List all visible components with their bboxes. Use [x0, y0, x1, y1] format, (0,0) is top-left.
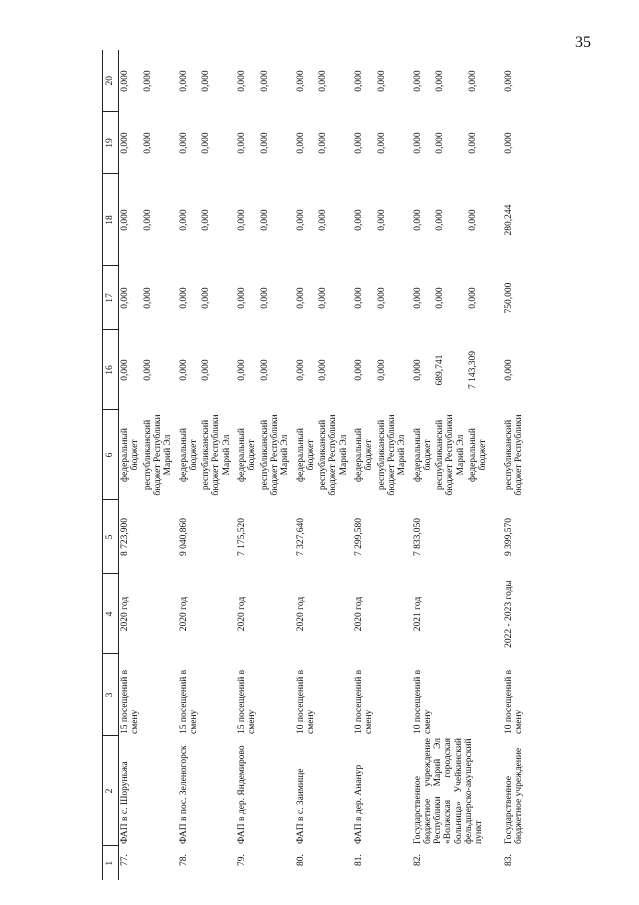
- row-number: 77.: [120, 854, 130, 866]
- funding-value: 0,000: [142, 70, 153, 92]
- facility-name: ФАП в с. Заимище: [295, 768, 306, 844]
- facility-capacity: 10 посещений в смену: [295, 669, 316, 734]
- row-number: 80.: [295, 854, 306, 866]
- implementation-period: 2020 год: [120, 596, 130, 632]
- funding-source: федеральный бюджет: [295, 428, 316, 482]
- funding-table: [102, 50, 525, 880]
- funding-value: 0,000: [178, 287, 189, 309]
- implementation-period: 2020 год: [178, 596, 189, 632]
- funding-value: 0,000: [503, 70, 514, 92]
- funding-value: 0,000: [467, 70, 478, 92]
- funding-source: республиканский бюджет Республики Марий Эл: [259, 414, 290, 496]
- column-header: 16: [103, 330, 119, 410]
- funding-value: 0,000: [376, 209, 387, 231]
- page-number: 35: [575, 34, 591, 51]
- funding-value: 0,000: [295, 70, 306, 92]
- funding-value: 0,000: [178, 359, 189, 381]
- funding-value: 0,000: [259, 287, 270, 309]
- funding-value: 0,000: [237, 132, 247, 154]
- row-number: 79.: [237, 854, 247, 866]
- table-row: [236, 50, 259, 880]
- funding-source: федеральный бюджет: [120, 428, 141, 482]
- funding-value: 0,000: [259, 209, 270, 231]
- funding-value: 0,000: [237, 287, 247, 309]
- column-header-row: [103, 50, 119, 880]
- funding-value: 0,000: [412, 359, 423, 381]
- table-row: [412, 50, 435, 880]
- rotated-table-container: [102, 50, 532, 880]
- facility-name: ФАП в дер. Яндемирово: [237, 745, 247, 844]
- funding-source: республиканский бюджет Республики Марий Эл: [142, 414, 173, 496]
- funding-value: 0,000: [201, 132, 211, 154]
- implementation-period: 2021 год: [412, 596, 423, 632]
- facility-name: Государственное бюджетное учреждение Республики Марий Эл «Волжская городская больница» Учейкинский фельдшерско-акушерский пункт: [412, 738, 484, 844]
- funding-value: 0,000: [376, 132, 387, 154]
- funding-value: 0,000: [412, 70, 423, 92]
- table-row: [178, 50, 201, 880]
- column-header: 17: [103, 266, 119, 330]
- implementation-period: 2020 год: [237, 596, 247, 632]
- funding-value: 750,000: [503, 282, 514, 314]
- column-header: 3: [103, 654, 119, 736]
- facility-capacity: 10 посещений в смену: [354, 669, 375, 734]
- funding-source: федеральный бюджет: [178, 428, 199, 482]
- column-header: 4: [103, 574, 119, 654]
- facility-name: Государственное бюджетное учреждение: [503, 747, 524, 844]
- funding-value: 0,000: [435, 132, 445, 154]
- funding-value: 0,000: [435, 209, 445, 231]
- row-number: 82.: [412, 854, 423, 866]
- funding-value: 0,000: [467, 209, 478, 231]
- row-number: 83.: [503, 854, 514, 866]
- funding-value: 0,000: [354, 209, 364, 231]
- table-row: [295, 50, 318, 880]
- facility-capacity: 15 посещений в смену: [120, 669, 141, 734]
- funding-value: 0,000: [142, 209, 153, 231]
- funding-value: 0,000: [376, 70, 387, 92]
- funding-value: 0,000: [376, 359, 387, 381]
- estimated-cost: 7 833,050: [412, 518, 423, 556]
- facility-capacity: 15 посещений в смену: [178, 669, 199, 734]
- funding-value: 0,000: [376, 287, 387, 309]
- row-number: 78.: [178, 854, 189, 866]
- funding-value: 0,000: [120, 287, 130, 309]
- funding-value: 0,000: [237, 359, 247, 381]
- funding-value: 280,244: [503, 204, 514, 236]
- implementation-period: 2022 - 2023 годы: [503, 580, 514, 648]
- implementation-period: 2020 год: [354, 596, 364, 632]
- funding-value: 0,000: [354, 132, 364, 154]
- facility-name: ФАП в с. Шоруньжа: [120, 761, 130, 844]
- funding-value: 0,000: [295, 287, 306, 309]
- funding-value: 0,000: [120, 70, 130, 92]
- funding-value: 0,000: [201, 209, 211, 231]
- funding-value: 0,000: [178, 209, 189, 231]
- funding-value: 0,000: [318, 359, 328, 381]
- funding-value: 0,000: [318, 132, 328, 154]
- funding-source: республиканский бюджет Республики Марий Эл: [201, 414, 232, 496]
- funding-value: 0,000: [412, 209, 423, 231]
- column-header: 1: [103, 846, 119, 880]
- funding-value: 0,000: [435, 287, 445, 309]
- funding-value: 0,000: [318, 287, 328, 309]
- funding-value: 0,000: [503, 132, 514, 154]
- estimated-cost: 9 399,570: [503, 518, 514, 556]
- row-number: 81.: [354, 854, 364, 866]
- funding-value: 0,000: [237, 70, 247, 92]
- table-row: [503, 50, 526, 880]
- funding-value: 0,000: [142, 359, 153, 381]
- funding-source: федеральный бюджет: [237, 428, 258, 482]
- funding-value: 0,000: [120, 132, 130, 154]
- column-header: 19: [103, 112, 119, 174]
- column-header: 6: [103, 410, 119, 500]
- funding-value: 0,000: [412, 287, 423, 309]
- funding-value: 0,000: [354, 287, 364, 309]
- estimated-cost: 9 040,860: [178, 518, 189, 556]
- funding-value: 0,000: [259, 70, 270, 92]
- facility-capacity: 10 посещений в смену: [412, 669, 433, 734]
- funding-value: 0,000: [412, 132, 423, 154]
- funding-value: 0,000: [237, 209, 247, 231]
- funding-value: 0,000: [435, 70, 445, 92]
- facility-capacity: 15 посещений в смену: [237, 669, 258, 734]
- estimated-cost: 7 327,640: [295, 518, 306, 556]
- funding-value: 0,000: [318, 209, 328, 231]
- facility-name: ФАП в пос. Зеленогорск: [178, 745, 189, 844]
- column-header: 20: [103, 50, 119, 112]
- funding-value: 0,000: [503, 359, 514, 381]
- column-header: 2: [103, 736, 119, 846]
- funding-source: республиканский бюджет Республики Марий Эл: [376, 414, 407, 496]
- funding-source: федеральный бюджет: [354, 428, 375, 482]
- estimated-cost: 7 175,520: [237, 518, 247, 556]
- funding-value: 0,000: [178, 132, 189, 154]
- funding-value: 0,000: [295, 359, 306, 381]
- funding-source: федеральный бюджет: [412, 428, 433, 482]
- implementation-period: 2020 год: [295, 596, 306, 632]
- funding-value: 0,000: [354, 359, 364, 381]
- funding-value: 7 143,309: [467, 351, 478, 389]
- funding-value: 0,000: [467, 287, 478, 309]
- funding-value: 0,000: [201, 287, 211, 309]
- funding-value: 689,741: [435, 354, 445, 386]
- table-row: [119, 50, 142, 880]
- funding-value: 0,000: [120, 359, 130, 381]
- funding-value: 0,000: [318, 70, 328, 92]
- funding-value: 0,000: [201, 70, 211, 92]
- estimated-cost: 7 299,580: [354, 518, 364, 556]
- facility-capacity: 10 посещений в смену: [503, 669, 524, 734]
- column-header: 5: [103, 500, 119, 574]
- table-row: [353, 50, 376, 880]
- funding-value: 0,000: [142, 287, 153, 309]
- funding-source: республиканский бюджет Республики: [503, 414, 524, 496]
- column-header: 18: [103, 174, 119, 266]
- estimated-cost: 8 723,900: [120, 518, 130, 556]
- funding-source: республиканский бюджет Республики Марий Эл: [318, 414, 349, 496]
- funding-value: 0,000: [259, 359, 270, 381]
- funding-value: 0,000: [259, 132, 270, 154]
- funding-value: 0,000: [467, 132, 478, 154]
- funding-value: 0,000: [295, 209, 306, 231]
- facility-name: ФАП в дер. Ананур: [354, 764, 364, 844]
- funding-value: 0,000: [142, 132, 153, 154]
- funding-value: 0,000: [354, 70, 364, 92]
- funding-value: 0,000: [120, 209, 130, 231]
- funding-value: 0,000: [201, 359, 211, 381]
- funding-source: федеральный бюджет: [467, 428, 488, 482]
- funding-source: республиканский бюджет Республики Марий Эл: [435, 414, 466, 496]
- funding-value: 0,000: [295, 132, 306, 154]
- funding-value: 0,000: [178, 70, 189, 92]
